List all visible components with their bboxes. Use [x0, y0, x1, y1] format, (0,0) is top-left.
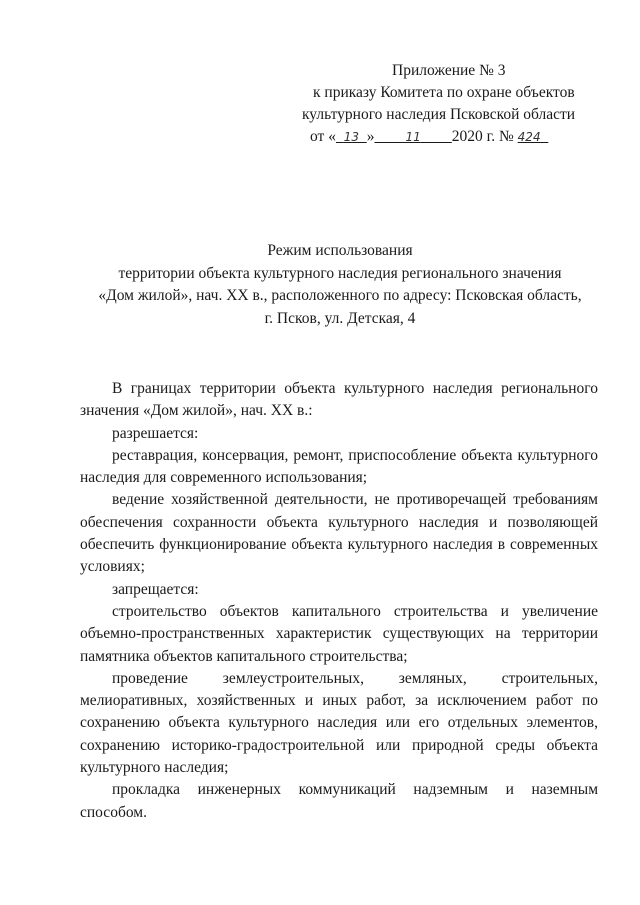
appendix-committee: культурного наследия Псковской области [302, 106, 576, 123]
title-line-4: г. Псков, ул. Детская, 4 [264, 309, 416, 327]
date-day-handwritten: 13 [343, 130, 359, 144]
paragraph-forbidden-construction: строительство объектов капитального строительства и увеличение объемно-пространственных характеристик существующих на территории памятника объектов капитального строительства; [80, 602, 598, 665]
date-year-number: 2020 г. № [451, 128, 514, 145]
order-number-field [518, 128, 549, 145]
date-month-handwritten: 11 [405, 130, 421, 144]
appendix-header [300, 60, 620, 148]
paragraph-allowed-heading: разрешается: [112, 424, 199, 442]
appendix-date-line [300, 126, 620, 148]
date-prefix: от « [310, 128, 336, 145]
paragraph-intro: В границах территории объекта культурного наследия регионального значения «Дом жилой», нач. XX в.: [80, 380, 598, 420]
paragraph-forbidden-utilities: прокладка инженерных коммуникаций надземным и наземным способом. [80, 781, 598, 821]
date-month-field [374, 128, 451, 145]
document-body [80, 378, 598, 824]
paragraph-allowed-economic: ведение хозяйственной деятельности, не противоречащей требованиям обеспечения сохранности объекта культурного наследия и позволяющей обеспечить функционирование объекта культурного наследия в современных условиях; [80, 491, 598, 576]
paragraph-allowed-restoration: реставрация, консервация, ремонт, приспособление объекта культурного наследия для современного использования; [80, 446, 598, 487]
document-title [80, 240, 600, 330]
appendix-title: Приложение № 3 [392, 62, 506, 79]
title-line-3: «Дом жилой», нач. XX в., расположенного по адресу: Псковская область, [98, 287, 582, 304]
date-day-field [336, 128, 367, 145]
appendix-order-ref: к приказу Комитета по охране объектов [313, 84, 575, 101]
title-line-2: территории объекта культурного наследия регионального значения [118, 264, 562, 282]
title-line-1: Режим использования [267, 242, 413, 259]
order-number-handwritten: 424 [517, 130, 541, 144]
paragraph-forbidden-heading: запрещается: [112, 580, 199, 598]
date-mid: » [366, 128, 375, 145]
paragraph-forbidden-works: проведение землеустроительных, земляных, строительных, мелиоративных, хозяйственных и иных работ, за исключением работ по сохранению объекта культурного наследия или его отдельных элементов, сохранению историко-градостроительной или природной среды объекта культурного наследия; [80, 669, 598, 777]
